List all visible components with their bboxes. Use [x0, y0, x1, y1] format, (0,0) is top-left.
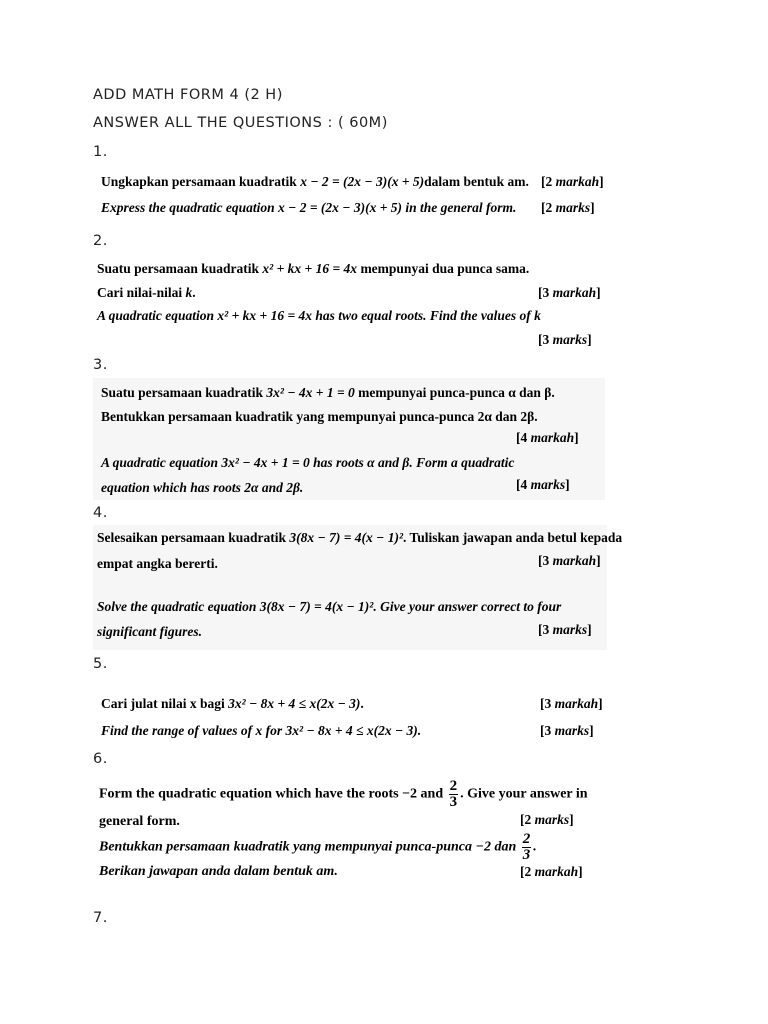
question-line: A quadratic equation x² + kx + 16 = 4x has two equal roots. Find the values of k — [97, 308, 541, 323]
fraction: $\frac{2}{3}$ — [522, 831, 531, 863]
marks-label: [4 marks] — [516, 477, 570, 492]
question-line: Form the quadratic equation which have the roots −2 and $\frac{2}{3}$ . Give your answer in — [99, 778, 588, 810]
question-line: Cari julat nilai x bagi 3x² − 8x + 4 ≤ x(2x − 3). — [101, 696, 364, 711]
marks-label: [3 marks] — [538, 332, 592, 347]
marks-label: [3 marks] — [538, 622, 592, 637]
question-line: A quadratic equation 3x² − 4x + 1 = 0 has roots α and β. Form a quadratic — [101, 455, 515, 470]
question-number: 4. — [93, 505, 108, 521]
marks-label: [2 marks] — [541, 200, 595, 215]
fraction: $\frac{2}{3}$ — [449, 778, 458, 810]
question-number: 2. — [93, 233, 108, 249]
question-line: Cari nilai-nilai k. — [97, 285, 196, 300]
question-line: Express the quadratic equation x − 2 = (2x − 3)(x + 5) in the general form. — [101, 200, 517, 215]
question-line: Suatu persamaan kuadratik 3x² − 4x + 1 = 0 mempunyai punca-punca α dan β. — [101, 385, 555, 400]
marks-label: [4 markah] — [516, 430, 579, 445]
question-line: significant figures. — [97, 624, 203, 639]
instruction-text: ANSWER ALL THE QUESTIONS : ( 60M) — [93, 115, 388, 131]
question-number: 5. — [93, 656, 108, 672]
question-line: equation which has roots 2α and 2β. — [101, 480, 304, 495]
marks-label: [2 marks] — [520, 812, 574, 827]
marks-label: [2 markah] — [541, 174, 604, 189]
question-number: 6. — [93, 751, 108, 767]
marks-label: [3 markah] — [538, 285, 601, 300]
question-number: 1. — [93, 144, 108, 160]
question-line: Bentukkan persamaan kuadratik yang mempunyai punca-punca −2 dan $\frac{2}{3}$ . — [99, 831, 537, 863]
marks-label: [3 marks] — [540, 723, 594, 738]
worksheet-title: ADD MATH FORM 4 (2 H) — [93, 87, 283, 103]
question-number: 7. — [93, 910, 108, 926]
question-line: Bentukkan persamaan kuadratik yang mempunyai punca-punca 2α dan 2β. — [101, 409, 538, 424]
question-line: empat angka bererti. — [97, 556, 218, 571]
marks-label: [3 markah] — [538, 553, 601, 568]
marks-label: [3 markah] — [540, 696, 603, 711]
question-line: Ungkapkan persamaan kuadratik x − 2 = (2x − 3)(x + 5)dalam bentuk am. — [101, 174, 529, 189]
marks-label: [2 markah] — [520, 864, 583, 879]
question-line: Solve the quadratic equation 3(8x − 7) = 4(x − 1)². Give your answer correct to four — [97, 599, 562, 614]
question-line: Berikan jawapan anda dalam bentuk am. — [99, 864, 338, 879]
question-number: 3. — [93, 357, 108, 373]
question-line: Suatu persamaan kuadratik x² + kx + 16 = 4x mempunyai dua punca sama. — [97, 261, 530, 276]
question-line: Find the range of values of x for 3x² − 8x + 4 ≤ x(2x − 3). — [101, 723, 422, 738]
question-line: Selesaikan persamaan kuadratik 3(8x − 7) = 4(x − 1)². Tuliskan jawapan anda betul kepada — [97, 530, 623, 545]
question-line: general form. — [99, 814, 180, 829]
